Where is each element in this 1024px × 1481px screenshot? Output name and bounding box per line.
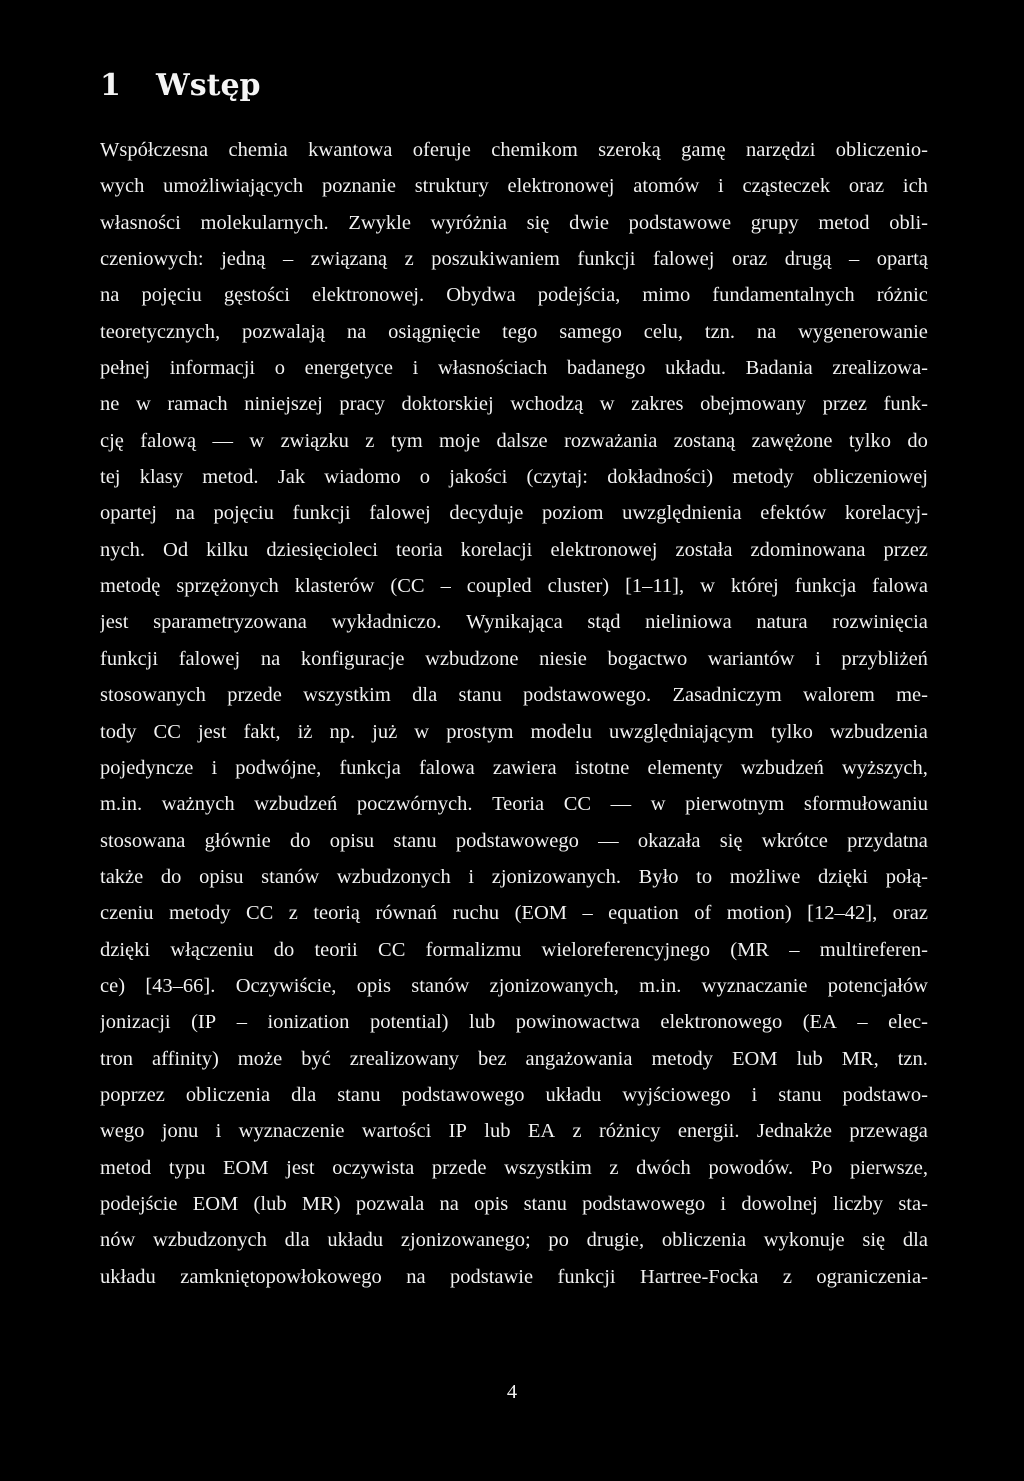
paragraph-line: własności molekularnych. Zwykle wyróżnia się dwie podstawowe grupy metod obli- [100, 211, 928, 234]
paragraph-line: wych umożliwiających poznanie struktury elektronowej atomów i cząsteczek oraz ich [100, 175, 928, 198]
paragraph-line: ne w ramach niniejszej pracy doktorskiej wchodzą w zakres obejmowany przez funk- [100, 393, 928, 416]
paragraph-line: także do opisu stanów wzbudzonych i zjonizowanych. Było to możliwe dzięki połą- [100, 865, 928, 888]
paragraph-line: stosowanych przede wszystkim dla stanu podstawowego. Zasadniczym walorem me- [100, 684, 928, 707]
section-number: 1 [100, 68, 121, 103]
paragraph-line: pojedyncze i podwójne, funkcja falowa zawiera istotne elementy wzbudzeń wyższych, [100, 756, 928, 779]
paragraph-line: podejście EOM (lub MR) pozwala na opis stanu podstawowego i dowolnej liczby sta- [100, 1192, 928, 1215]
paragraph-line: poprzez obliczenia dla stanu podstawowego układu wyjściowego i stanu podstawo- [100, 1083, 928, 1106]
paragraph-line: czeniowych: jedną – związaną z poszukiwaniem funkcji falowej oraz drugą – opartą [100, 248, 928, 271]
paragraph-line: stosowana głównie do opisu stanu podstawowego — okazała się wkrótce przydatna [100, 829, 928, 852]
section-title: Wstęp [156, 68, 261, 103]
paragraph-line: opartej na pojęciu funkcji falowej decyduje poziom uwzględnienia efektów korelacyj- [100, 502, 928, 525]
paragraph-line: pełnej informacji o energetyce i własnościach badanego układu. Badania zrealizowa- [100, 357, 928, 380]
paragraph-line: metodę sprzężonych klasterów (CC – coupled cluster) [1–11], w której funkcja falowa [100, 575, 928, 598]
paragraph-line: nych. Od kilku dziesięcioleci teoria korelacji elektronowej została zdominowana przez [100, 538, 928, 561]
paragraph-line: nów wzbudzonych dla układu zjonizowanego; po drugie, obliczenia wykonuje się dla [100, 1229, 928, 1252]
paragraph-line: dzięki włączeniu do teorii CC formalizmu wieloreferencyjnego (MR – multireferen- [100, 938, 928, 961]
paragraph-line: wego jonu i wyznaczenie wartości IP lub EA z różnicy energii. Jednakże przewaga [100, 1120, 928, 1143]
paragraph-line: tody CC jest fakt, iż np. już w prostym modelu uwzględniającym tylko wzbudzenia [100, 720, 928, 743]
body-paragraph [100, 132, 928, 1295]
paragraph-line: układu zamkniętopowłokowego na podstawie funkcji Hartree-Focka z ograniczenia- [100, 1265, 928, 1288]
paragraph-line: funkcji falowej na konfiguracje wzbudzone niesie bogactwo wariantów i przybliżeń [100, 647, 928, 670]
paragraph-line: jest sparametryzowana wykładniczo. Wynikająca stąd nieliniowa natura rozwinięcia [100, 611, 928, 634]
paragraph-line: cję falową — w związku z tym moje dalsze rozważania zostaną zawężone tylko do [100, 429, 928, 452]
page-number: 4 [506, 1381, 518, 1403]
paragraph-line: czeniu metody CC z teorią równań ruchu (EOM – equation of motion) [12–42], oraz [100, 902, 928, 925]
section-heading [100, 64, 261, 108]
paragraph-line: ce) [43–66]. Oczywiście, opis stanów zjonizowanych, m.in. wyznaczanie potencjałów [100, 974, 928, 997]
paragraph-line: Współczesna chemia kwantowa oferuje chemikom szeroką gamę narzędzi obliczenio- [100, 139, 928, 161]
paragraph-line: na pojęciu gęstości elektronowej. Obydwa podejścia, mimo fundamentalnych różnic [100, 284, 928, 307]
paragraph-line: m.in. ważnych wzbudzeń poczwórnych. Teoria CC — w pierwotnym sformułowaniu [100, 793, 928, 816]
paragraph-line: tron affinity) może być zrealizowany bez angażowania metody EOM lub MR, tzn. [100, 1047, 928, 1070]
paragraph-line: metod typu EOM jest oczywista przede wszystkim z dwóch powodów. Po pierwsze, [100, 1156, 928, 1179]
paragraph-line: tej klasy metod. Jak wiadomo o jakości (czytaj: dokładności) metody obliczeniowej [100, 466, 928, 489]
paragraph-line: jonizacji (IP – ionization potential) lub powinowactwa elektronowego (EA – elec- [100, 1011, 928, 1034]
paragraph-line: teoretycznych, pozwalają na osiągnięcie tego samego celu, tzn. na wygenerowanie [100, 320, 928, 343]
